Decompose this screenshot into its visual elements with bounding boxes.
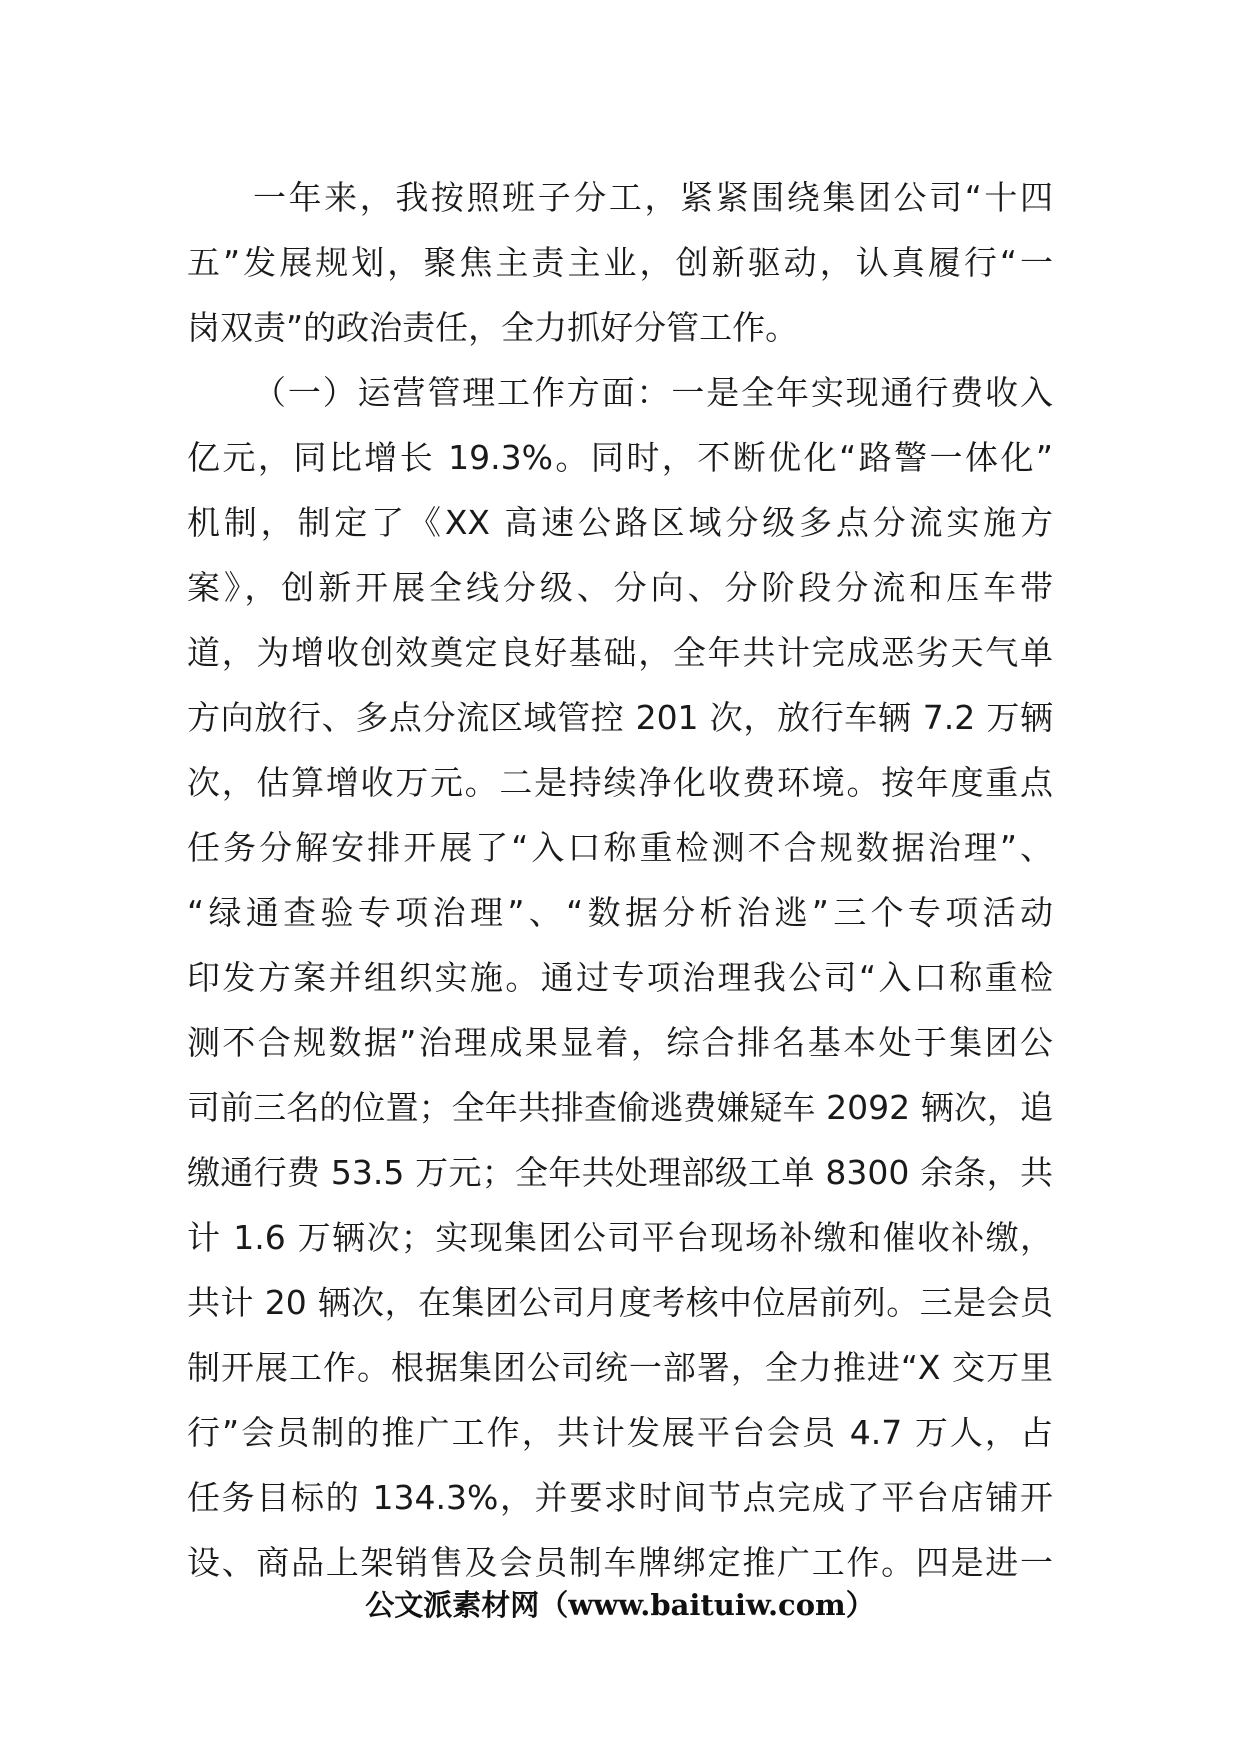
paragraph-2-line-19: 设、商品上架销售及会员制车牌绑定推广工作。四是进一 bbox=[187, 1543, 1053, 1582]
paragraph-1-line-1: 一年来，我按照班子分工，紧紧围绕集团公司“十四 bbox=[253, 178, 1053, 217]
paragraph-2-line-12: 司前三名的位置；全年共排查偷逃费嫌疑车 2092 辆次，追 bbox=[187, 1088, 1053, 1127]
paragraph-2-line-13: 缴通行费 53.5 万元；全年共处理部级工单 8300 余条，共 bbox=[187, 1153, 1053, 1192]
paragraph-2-line-2: 亿元，同比增长 19.3%。同时，不断优化“路警一体化” bbox=[187, 438, 1053, 477]
footer-watermark: 公文派素材网（www.baituiw.com） bbox=[365, 1588, 875, 1622]
paragraph-2-line-3: 机制，制定了《XX 高速公路区域分级多点分流实施方 bbox=[187, 503, 1053, 542]
document-body bbox=[187, 165, 1053, 1595]
paragraph-1-line-2: 五”发展规划，聚焦主责主业，创新驱动，认真履行“一 bbox=[187, 243, 1053, 282]
paragraph-2-line-9: “绿通查验专项治理”、“数据分析治逃”三个专项活动 bbox=[187, 893, 1053, 932]
paragraph-2-line-18: 任务目标的 134.3%，并要求时间节点完成了平台店铺开 bbox=[187, 1478, 1053, 1517]
paragraph-2-line-14: 计 1.6 万辆次；实现集团公司平台现场补缴和催收补缴， bbox=[187, 1218, 1053, 1257]
paragraph-2-line-8: 任务分解安排开展了“入口称重检测不合规数据治理”、 bbox=[187, 828, 1053, 867]
paragraph-2-line-6: 方向放行、多点分流区域管控 201 次，放行车辆 7.2 万辆 bbox=[187, 698, 1053, 737]
paragraph-2-line-11: 测不合规数据”治理成果显着，综合排名基本处于集团公 bbox=[187, 1023, 1053, 1062]
paragraph-2-line-7: 次，估算增收万元。二是持续净化收费环境。按年度重点 bbox=[187, 763, 1053, 802]
paragraph-2-line-15: 共计 20 辆次，在集团公司月度考核中位居前列。三是会员 bbox=[187, 1283, 1053, 1322]
paragraph-2-line-10: 印发方案并组织实施。通过专项治理我公司“入口称重检 bbox=[187, 958, 1053, 997]
paragraph-2-line-16: 制开展工作。根据集团公司统一部署，全力推进“X 交万里 bbox=[187, 1348, 1053, 1387]
paragraph-2-line-4: 案》，创新开展全线分级、分向、分阶段分流和压车带 bbox=[187, 568, 1053, 607]
paragraph-2-line-5: 道，为增收创效奠定良好基础，全年共计完成恶劣天气单 bbox=[187, 633, 1053, 672]
paragraph-2-line-1: （一）运营管理工作方面：一是全年实现通行费收入 bbox=[253, 373, 1053, 412]
paragraph-1-line-3: 岗双责”的政治责任，全力抓好分管工作。 bbox=[187, 308, 799, 347]
paragraph-2-line-17: 行”会员制的推广工作，共计发展平台会员 4.7 万人，占 bbox=[187, 1413, 1053, 1452]
